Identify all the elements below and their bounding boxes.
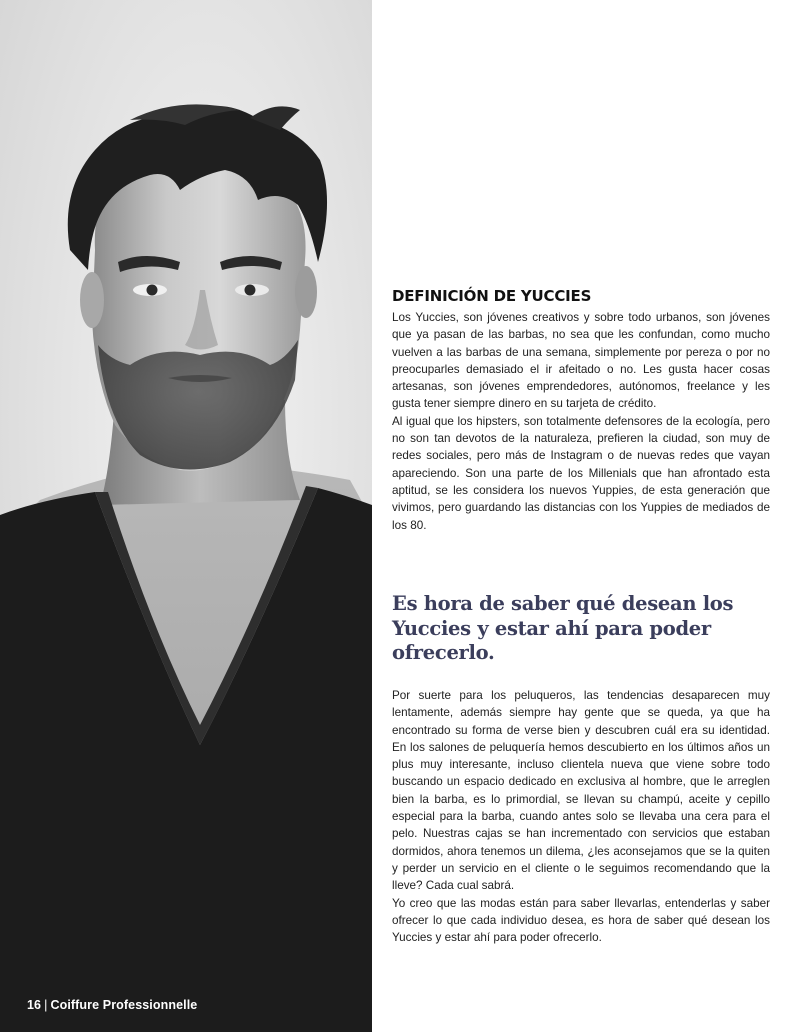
paragraph: Por suerte para los peluqueros, las tendencias desaparecen muy lentamente, además siempre hay gente que se queda, ya que ha encontrado su forma de verse bien y descubren cuál era su identidad. En los salones de peluquería hemos descubierto en los últimos años un plus muy interesante, incluso clientela nueva que viene sobre todo buscando un espacio dedicado en exclusiva al hombre, que le arreglen bien la barba, es lo primordial, se llevan su champú, aceite y cepillo especial para la barba, cuando antes solo se llevaba una cera para el pelo. Nuestras cajas se han incrementado con servicios que estaban dormidos, ahora tenemos un dilema, ¿les aconsejamos que se la quiten y perder un servicio en el cliente o le seguimos recomendando que la lleve? Cada cual sabrá.	[392, 689, 770, 893]
article-top-block	[392, 285, 770, 534]
page-number: 16	[27, 998, 42, 1012]
portrait-photo	[0, 0, 372, 1032]
paragraph: Al igual que los hipsters, son totalmente defensores de la ecología, pero no son tan devotos de la naturaleza, prefieren la ciudad, son muy de redes sociales, pero más de Instagram o de nuevas redes que vayan apareciendo. Son una parte de los Millenials que han afrontado esta aptitud, se les considera los nuevos Yuppies, de esta generación que vivimos, pero guardando las distancias con los Yuppies de mediados de los 80.	[392, 414, 770, 532]
publication-name: Coiffure Professionnelle	[50, 998, 198, 1012]
article-bottom-block	[392, 687, 770, 946]
article-body-top	[392, 309, 770, 534]
page-footer	[27, 998, 197, 1012]
paragraph: Los Yuccies, son jóvenes creativos y sobre todo urbanos, son jóvenes que ya pasan de las barbas, no sea que les confundan, como mucho vuelven a las barbas de una semana, simplemente por pereza o por no preocuparles demasiado el ir afeitado o no. Les gusta hacer cosas artesanas, son jóvenes emprendedores, autónomos, freelance y les gusta tener siempre dinero en su tarjeta de crédito.	[392, 311, 770, 411]
footer-separator: |	[44, 998, 48, 1012]
paragraph: Yo creo que las modas están para saber llevarlas, entenderlas y saber ofrecer lo que cada individuo desea, es hora de saber qué desean los Yuccies y estar ahí para poder ofrecerlo.	[392, 896, 770, 945]
portrait-illustration	[0, 0, 372, 1032]
section-heading: DEFINICIÓN DE YUCCIES	[392, 287, 592, 305]
pull-quote: Es hora de saber qué desean los Yuccies y estar ahí para poder ofrecerlo.	[392, 592, 734, 664]
article-body-bottom	[392, 687, 770, 946]
